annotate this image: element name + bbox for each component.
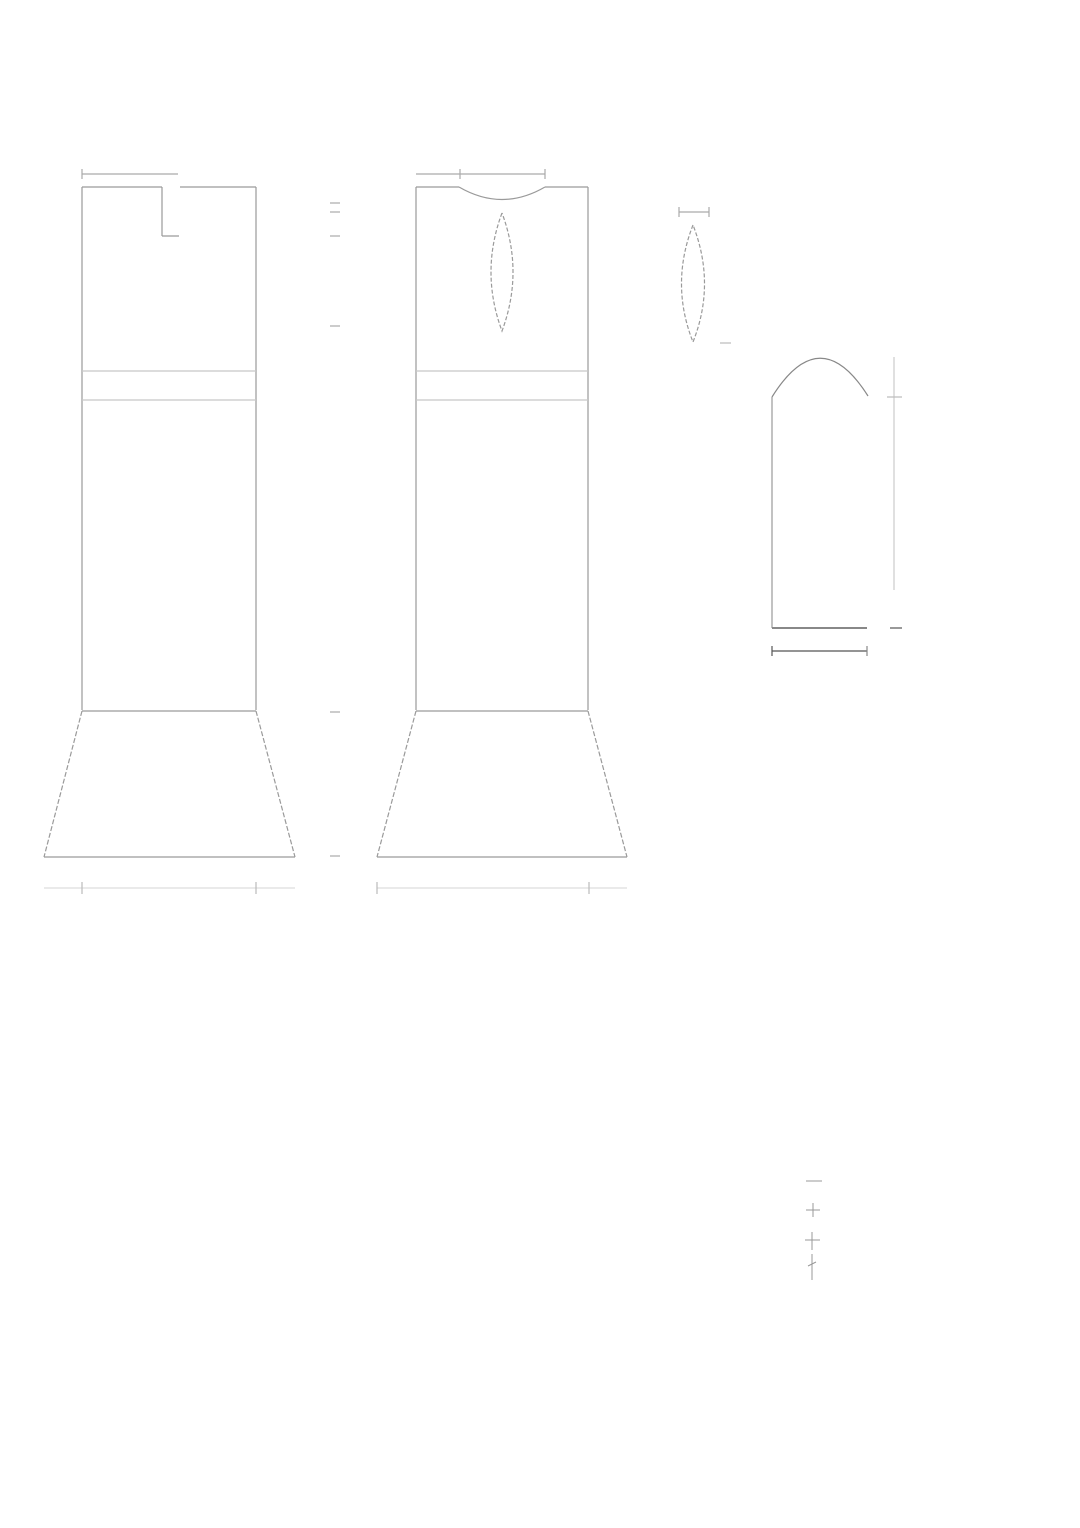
- legend-symbols: [805, 1181, 822, 1280]
- tulle-insert-outline: [682, 225, 705, 342]
- back-piece-outline: [44, 187, 295, 857]
- sleeve-outline: [772, 358, 868, 628]
- front-piece-outline: [377, 187, 627, 857]
